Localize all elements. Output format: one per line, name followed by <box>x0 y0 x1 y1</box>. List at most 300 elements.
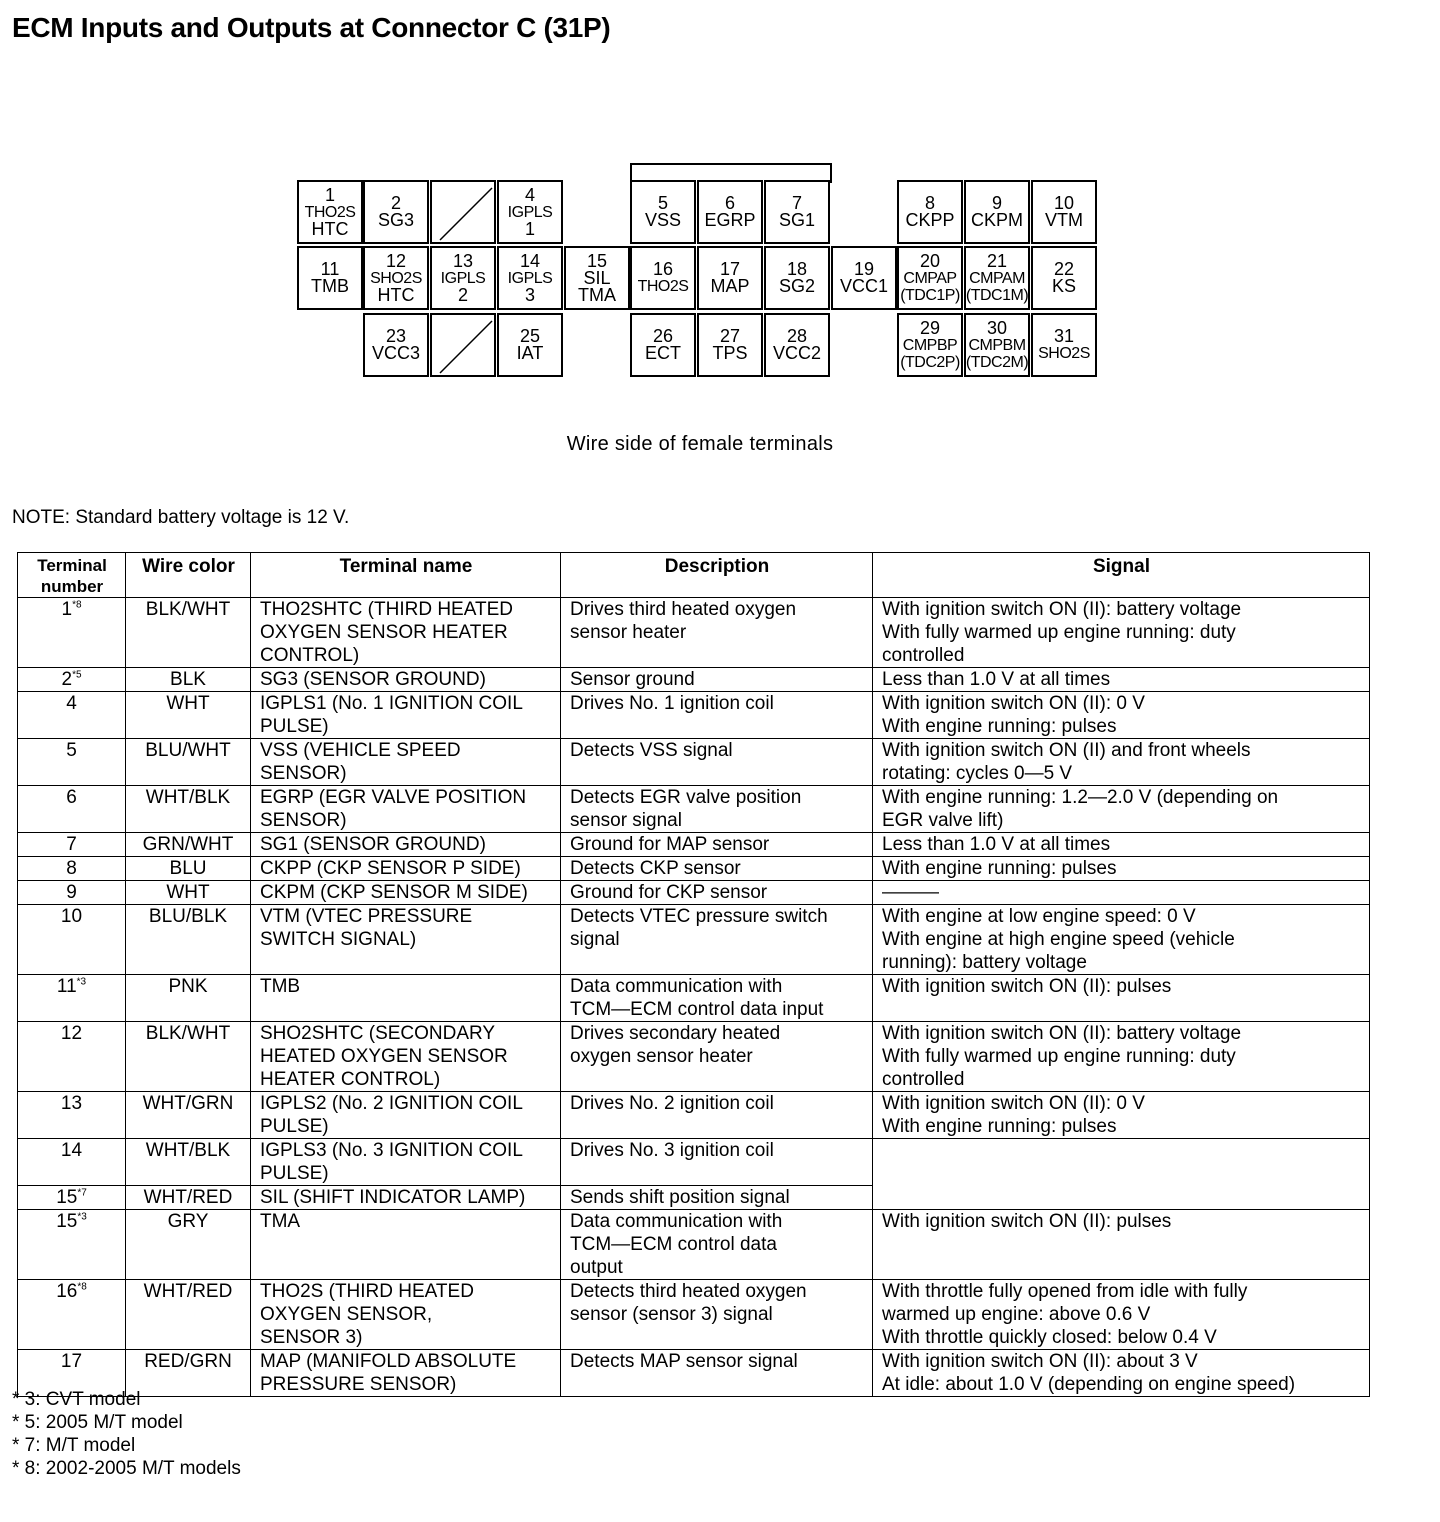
signal-cell-line: Less than 1.0 V at all times <box>882 834 1111 855</box>
footnote-ref: *3 <box>76 976 87 988</box>
terminal-label: (TDC1P) <box>900 286 960 304</box>
wire-color-cell: BLK <box>126 668 251 692</box>
terminal-number-cell <box>18 1210 126 1280</box>
description-cell-line: Detects VSS signal <box>570 740 733 761</box>
table-row <box>18 1139 1370 1186</box>
terminal-16 <box>630 246 696 310</box>
terminal-label: SHO2S <box>1038 345 1090 362</box>
description-cell-line: Drives No. 1 ignition coil <box>570 693 774 714</box>
terminal-25 <box>497 313 563 377</box>
signal-cell <box>873 881 1370 905</box>
terminal-name-cell-line: TMB <box>260 976 301 997</box>
terminal-label: CKPM <box>970 210 1023 230</box>
footnote-ref: *8 <box>72 599 82 611</box>
signal-cell-line: controlled <box>882 1069 965 1090</box>
wire-color-cell: WHT <box>126 881 251 905</box>
terminal-number: 25 <box>519 326 541 346</box>
terminal-number: 11 <box>56 976 77 997</box>
terminal-number: 20 <box>919 250 941 271</box>
footnote-ref: *8 <box>77 1281 87 1293</box>
terminal-name-cell-line: PULSE) <box>260 716 329 737</box>
footnotes <box>12 1388 241 1480</box>
terminal-number: 28 <box>786 326 808 346</box>
terminal-name-cell-line: THO2S (THIRD HEATED <box>260 1281 474 1302</box>
terminal-12 <box>363 246 429 310</box>
terminal-number: 18 <box>786 259 808 279</box>
terminal-number: 9 <box>66 882 77 903</box>
description-cell-line: Sensor ground <box>570 669 695 690</box>
terminal-number-cell <box>18 975 126 1022</box>
terminal-name-cell-line: IGPLS1 (No. 1 IGNITION COIL <box>260 693 523 714</box>
terminal-name-cell <box>251 1092 561 1139</box>
signal-cell <box>873 1092 1370 1139</box>
terminal-name-cell <box>251 786 561 833</box>
description-cell <box>561 1280 873 1350</box>
terminal-name-cell-line: PRESSURE SENSOR) <box>260 1374 457 1395</box>
terminal-18 <box>764 246 830 310</box>
table-row <box>18 668 1370 692</box>
signal-cell-line: With throttle fully opened from idle with fully <box>882 1281 1248 1302</box>
description-cell-line: Drives third heated oxygen <box>570 599 797 620</box>
signal-cell <box>873 739 1370 786</box>
terminal-number: 4 <box>66 693 77 714</box>
terminal-label: IGPLS <box>440 269 486 287</box>
terminal-number: 16 <box>56 1281 78 1302</box>
terminal-number: 1 <box>61 599 73 620</box>
signal-cell <box>873 598 1370 668</box>
terminal-label: IGPLS <box>507 269 553 287</box>
description-cell-line: signal <box>570 929 620 950</box>
terminal-number: 7 <box>66 834 77 855</box>
terminal-number-cell <box>18 598 126 668</box>
terminal-name-cell <box>251 668 561 692</box>
signal-cell <box>873 1139 1370 1210</box>
description-cell-line: Detects EGR valve position <box>570 787 802 808</box>
signal-cell-line: warmed up engine: above 0.6 V <box>882 1304 1151 1325</box>
description-cell-line: sensor heater <box>570 622 687 643</box>
signal-cell <box>873 668 1370 692</box>
terminal-name-cell-line: EGRP (EGR VALVE POSITION <box>260 787 527 808</box>
terminal-19 <box>831 246 897 310</box>
terminal-name-cell-line: SENSOR) <box>260 810 347 831</box>
signal-cell-line: With engine at high engine speed (vehicle <box>882 929 1235 950</box>
wire-color-cell: BLK/WHT <box>126 1022 251 1092</box>
terminal-name-cell-line: HEATER CONTROL) <box>260 1069 441 1090</box>
terminal-number-cell <box>18 1139 126 1186</box>
terminal-number: 14 <box>519 250 541 271</box>
terminal-label: IAT <box>516 343 544 363</box>
description-cell-line: Detects VTEC pressure switch <box>570 906 828 927</box>
description-cell-line: TCM—ECM control data <box>570 1234 777 1255</box>
table-row <box>18 1092 1370 1139</box>
terminal-2 <box>363 180 429 244</box>
terminal-number-cell <box>18 833 126 857</box>
terminal-name-cell <box>251 1139 561 1186</box>
terminal-27 <box>697 313 763 377</box>
header-terminal-name: Terminal name <box>251 553 561 598</box>
table-row <box>18 857 1370 881</box>
terminal-label: ECT <box>645 343 681 363</box>
description-cell-line: Data communication with <box>570 976 783 997</box>
footnote-ref: *7 <box>77 1187 87 1199</box>
terminal-number: 17 <box>719 259 741 279</box>
signal-cell-line: With ignition switch ON (II) and front wheels <box>882 740 1251 761</box>
description-cell-line: sensor signal <box>570 810 682 831</box>
terminal-number: 13 <box>452 250 474 271</box>
terminal-number-cell <box>18 1022 126 1092</box>
terminal-8 <box>897 180 963 244</box>
terminal-label: CMPBP <box>902 336 958 354</box>
terminal-name-cell-line: MAP (MANIFOLD ABSOLUTE <box>260 1351 517 1372</box>
terminal-17 <box>697 246 763 310</box>
terminal-24-blank <box>430 313 496 377</box>
table-row <box>18 1280 1370 1350</box>
signal-cell-line: At idle: about 1.0 V (depending on engine speed) <box>882 1374 1296 1395</box>
signal-cell-line: With ignition switch ON (II): pulses <box>882 1211 1172 1232</box>
terminal-number: 5 <box>657 193 668 213</box>
terminal-13 <box>430 246 496 310</box>
terminal-name-cell-line: CONTROL) <box>260 645 360 666</box>
terminal-number: 10 <box>60 906 83 927</box>
signal-cell-line: With fully warmed up engine running: duty <box>882 622 1236 643</box>
wire-color-cell: GRY <box>126 1210 251 1280</box>
signal-cell <box>873 975 1370 1022</box>
terminal-name-cell-line: IGPLS2 (No. 2 IGNITION COIL <box>260 1093 523 1114</box>
terminal-20 <box>897 246 963 310</box>
terminal-label: CMPBM <box>968 336 1026 354</box>
description-cell <box>561 1139 873 1186</box>
header-wire-color: Wire color <box>126 553 251 598</box>
terminal-label: HTC <box>311 218 349 239</box>
header-terminal-number-line: Terminal <box>37 556 107 575</box>
terminal-name-cell-line: SENSOR) <box>260 763 347 784</box>
terminal-number: 12 <box>385 250 407 271</box>
signal-cell-line: With engine running: pulses <box>882 858 1117 879</box>
terminal-10 <box>1031 180 1097 244</box>
terminal-name-cell-line: SENSOR 3) <box>260 1327 363 1348</box>
description-cell-line: sensor (sensor 3) signal <box>570 1304 773 1325</box>
terminal-22 <box>1031 246 1097 310</box>
terminal-number-cell <box>18 905 126 975</box>
table-body <box>18 598 1370 1397</box>
signal-cell <box>873 1280 1370 1350</box>
wire-color-cell: WHT <box>126 692 251 739</box>
terminal-number: 2 <box>61 669 73 690</box>
signal-cell-line: rotating: cycles 0—5 V <box>882 763 1073 784</box>
terminal-name-cell-line: CKPM (CKP SENSOR M SIDE) <box>260 882 528 903</box>
wire-color-cell: BLU/WHT <box>126 739 251 786</box>
terminal-name-cell <box>251 833 561 857</box>
wire-color-cell: BLU <box>126 857 251 881</box>
terminal-label: VSS <box>644 210 682 230</box>
terminal-name-cell-line: VTM (VTEC PRESSURE <box>260 906 473 927</box>
terminal-15 <box>564 246 630 310</box>
terminal-label: SIL <box>583 267 611 288</box>
wire-color-cell: GRN/WHT <box>126 833 251 857</box>
terminal-name-cell-line: PULSE) <box>260 1163 329 1184</box>
terminal-table <box>17 552 1370 1397</box>
table-row <box>18 1022 1370 1092</box>
signal-cell-line: With engine at low engine speed: 0 V <box>882 906 1196 927</box>
terminal-number: 2 <box>390 193 401 213</box>
terminal-number-cell <box>18 1186 126 1210</box>
terminal-number-cell <box>18 692 126 739</box>
terminal-number: 30 <box>986 317 1008 338</box>
terminal-name-cell <box>251 1022 561 1092</box>
table-row <box>18 692 1370 739</box>
terminal-4 <box>497 180 563 244</box>
description-cell <box>561 1210 873 1280</box>
terminal-number: 27 <box>719 326 741 346</box>
terminal-number-cell <box>18 668 126 692</box>
terminal-name-cell-line: SG1 (SENSOR GROUND) <box>260 834 486 855</box>
description-cell <box>561 598 873 668</box>
terminal-number: 15 <box>586 250 608 271</box>
description-cell-line: Drives secondary heated <box>570 1023 781 1044</box>
wire-color-cell: WHT/RED <box>126 1186 251 1210</box>
terminal-label: CMPAP <box>903 269 957 287</box>
table-row <box>18 905 1370 975</box>
terminal-name-cell <box>251 1186 561 1210</box>
terminal-label: TMB <box>311 276 349 296</box>
description-cell <box>561 881 873 905</box>
signal-cell-line: ——— <box>882 882 939 903</box>
description-cell <box>561 668 873 692</box>
description-cell-line: Ground for MAP sensor <box>570 834 770 855</box>
terminal-7 <box>764 180 830 244</box>
wire-color-cell: RED/GRN <box>126 1350 251 1397</box>
terminal-name-cell-line: SIL (SHIFT INDICATOR LAMP) <box>260 1187 526 1208</box>
terminal-number: 9 <box>991 193 1002 213</box>
terminal-number-cell <box>18 786 126 833</box>
terminal-11 <box>297 246 363 310</box>
terminal-label: MAP <box>710 276 750 296</box>
terminal-name-cell-line: OXYGEN SENSOR, <box>260 1304 433 1325</box>
signal-cell-line: EGR valve lift) <box>882 810 1004 831</box>
terminal-label: THO2S <box>304 203 356 221</box>
description-cell-line: oxygen sensor heater <box>570 1046 753 1067</box>
terminal-number: 5 <box>66 740 77 761</box>
signal-cell-line: With engine running: pulses <box>882 716 1117 737</box>
terminal-name-cell <box>251 598 561 668</box>
terminal-label: CKPP <box>905 210 955 230</box>
signal-cell-line: With ignition switch ON (II): about 3 V <box>882 1351 1198 1372</box>
wire-color-cell: WHT/GRN <box>126 1092 251 1139</box>
blank-slash-icon <box>432 182 498 246</box>
description-cell <box>561 905 873 975</box>
terminal-26 <box>630 313 696 377</box>
terminal-23 <box>363 313 429 377</box>
description-cell-line: Detects MAP sensor signal <box>570 1351 798 1372</box>
terminal-name-cell-line: THO2SHTC (THIRD HEATED <box>260 599 513 620</box>
description-cell <box>561 1022 873 1092</box>
signal-cell <box>873 833 1370 857</box>
terminal-number: 19 <box>853 259 875 279</box>
description-cell <box>561 1186 873 1210</box>
terminal-29 <box>897 313 963 377</box>
terminal-label: (TDC2P) <box>900 353 960 371</box>
terminal-9 <box>964 180 1030 244</box>
header-description: Description <box>561 553 873 598</box>
terminal-number: 16 <box>652 259 674 279</box>
description-cell-line: Detects CKP sensor <box>570 858 741 879</box>
table-header-row <box>18 553 1370 598</box>
terminal-5 <box>630 180 696 244</box>
terminal-number-cell <box>18 739 126 786</box>
terminal-label: VCC3 <box>371 343 420 363</box>
terminal-14 <box>497 246 563 310</box>
terminal-name-cell <box>251 905 561 975</box>
terminal-number-cell <box>18 857 126 881</box>
terminal-name-cell-line: IGPLS3 (No. 3 IGNITION COIL <box>260 1140 523 1161</box>
signal-cell-line: Less than 1.0 V at all times <box>882 669 1111 690</box>
connector-caption: Wire side of female terminals <box>566 433 834 455</box>
terminal-1 <box>297 180 363 244</box>
header-terminal-number-line: number <box>40 577 104 596</box>
terminal-name-cell-line: TMA <box>260 1211 301 1232</box>
description-cell <box>561 1350 873 1397</box>
signal-cell-line: With fully warmed up engine running: duty <box>882 1046 1236 1067</box>
terminal-label: VCC1 <box>839 276 888 296</box>
footnote: * 5: 2005 M/T model <box>12 1412 183 1433</box>
terminal-label: SG3 <box>377 210 415 230</box>
terminal-number: 15 <box>56 1211 78 1232</box>
signal-cell-line: With ignition switch ON (II): battery voltage <box>882 599 1242 620</box>
terminal-name-cell <box>251 1350 561 1397</box>
blank-slash-icon <box>432 315 498 379</box>
signal-cell <box>873 692 1370 739</box>
signal-cell-line: With ignition switch ON (II): battery voltage <box>882 1023 1242 1044</box>
terminal-name-cell-line: SWITCH SIGNAL) <box>260 929 417 950</box>
table-row <box>18 833 1370 857</box>
terminal-21 <box>964 246 1030 310</box>
terminal-number: 31 <box>1053 326 1075 346</box>
description-cell-line: Drives No. 3 ignition coil <box>570 1140 774 1161</box>
terminal-number: 7 <box>791 193 802 213</box>
wire-color-cell: BLU/BLK <box>126 905 251 975</box>
description-cell-line: Data communication with <box>570 1211 783 1232</box>
signal-cell <box>873 1350 1370 1397</box>
terminal-label: KS <box>1051 276 1076 296</box>
terminal-label: VTM <box>1045 210 1083 230</box>
terminal-label: EGRP <box>704 210 756 230</box>
terminal-label: THO2S <box>637 278 689 295</box>
terminal-6 <box>697 180 763 244</box>
wire-color-cell: WHT/RED <box>126 1280 251 1350</box>
footnote-ref: *3 <box>77 1211 87 1223</box>
terminal-30 <box>964 313 1030 377</box>
table-row <box>18 598 1370 668</box>
terminal-number: 1 <box>324 184 335 205</box>
description-cell-line: TCM—ECM control data input <box>570 999 824 1020</box>
footnote: * 3: CVT model <box>12 1389 141 1410</box>
signal-cell-line: With ignition switch ON (II): 0 V <box>882 693 1145 714</box>
description-cell <box>561 786 873 833</box>
terminal-number: 22 <box>1053 259 1075 279</box>
terminal-label: IGPLS <box>507 203 553 221</box>
signal-cell-line: With engine running: 1.2—2.0 V (depending on <box>882 787 1279 808</box>
terminal-number: 17 <box>60 1351 83 1372</box>
terminal-number: 8 <box>66 858 77 879</box>
signal-cell <box>873 857 1370 881</box>
terminal-name-cell-line: SG3 (SENSOR GROUND) <box>260 669 486 690</box>
description-cell-line: Sends shift position signal <box>570 1187 790 1208</box>
terminal-number: 12 <box>60 1023 83 1044</box>
table-row <box>18 881 1370 905</box>
terminal-number-cell <box>18 881 126 905</box>
terminal-number: 4 <box>524 184 535 205</box>
header-terminal-number <box>18 553 126 598</box>
description-cell-line: Drives No. 2 ignition coil <box>570 1093 774 1114</box>
terminal-label: 3 <box>524 284 535 305</box>
terminal-label: CMPAM <box>969 269 1025 287</box>
terminal-31 <box>1031 313 1097 377</box>
wire-color-cell: WHT/BLK <box>126 1139 251 1186</box>
description-cell <box>561 692 873 739</box>
header-signal: Signal <box>873 553 1370 598</box>
note: NOTE: Standard battery voltage is 12 V. <box>12 507 350 528</box>
terminal-label: SG1 <box>778 210 816 230</box>
signal-cell <box>873 905 1370 975</box>
terminal-number: 14 <box>60 1140 83 1161</box>
footnote: * 7: M/T model <box>12 1435 136 1456</box>
terminal-number: 15 <box>56 1187 78 1208</box>
signal-cell <box>873 1210 1370 1280</box>
terminal-label: SG2 <box>778 276 816 296</box>
terminal-number: 10 <box>1053 193 1075 213</box>
terminal-name-cell <box>251 975 561 1022</box>
signal-cell-line: With engine running: pulses <box>882 1116 1117 1137</box>
terminal-name-cell <box>251 881 561 905</box>
signal-cell-line: With ignition switch ON (II): pulses <box>882 976 1172 997</box>
terminal-name-cell <box>251 739 561 786</box>
terminal-label: TPS <box>712 343 748 363</box>
terminal-label: VCC2 <box>772 343 821 363</box>
terminal-label: (TDC2M) <box>965 353 1029 371</box>
terminal-label: 1 <box>524 218 535 239</box>
terminal-label: SHO2S <box>370 269 422 287</box>
terminal-label: TMA <box>578 284 616 305</box>
terminal-number: 13 <box>60 1093 83 1114</box>
description-cell <box>561 1092 873 1139</box>
signal-cell-line: With ignition switch ON (II): 0 V <box>882 1093 1145 1114</box>
terminal-number: 26 <box>652 326 674 346</box>
signal-cell <box>873 1022 1370 1092</box>
terminal-number: 6 <box>724 193 735 213</box>
description-cell-line: Ground for CKP sensor <box>570 882 768 903</box>
description-cell-line: Detects third heated oxygen <box>570 1281 807 1302</box>
description-cell <box>561 833 873 857</box>
terminal-name-cell-line: OXYGEN SENSOR HEATER <box>260 622 508 643</box>
wire-color-cell: WHT/BLK <box>126 786 251 833</box>
terminal-label: 2 <box>457 284 468 305</box>
description-cell <box>561 857 873 881</box>
terminal-name-cell-line: CKPP (CKP SENSOR P SIDE) <box>260 858 521 879</box>
terminal-name-cell-line: HEATED OXYGEN SENSOR <box>260 1046 508 1067</box>
terminal-name-cell <box>251 692 561 739</box>
terminal-name-cell-line: PULSE) <box>260 1116 329 1137</box>
wire-color-cell: BLK/WHT <box>126 598 251 668</box>
wire-color-cell: PNK <box>126 975 251 1022</box>
table-row <box>18 975 1370 1022</box>
signal-cell-line: controlled <box>882 645 965 666</box>
terminal-name-cell <box>251 1210 561 1280</box>
footnote-ref: *5 <box>72 669 82 681</box>
terminal-28 <box>764 313 830 377</box>
table-row <box>18 1210 1370 1280</box>
footnote: * 8: 2002-2005 M/T models <box>12 1458 241 1479</box>
terminal-name-cell-line: VSS (VEHICLE SPEED <box>260 740 461 761</box>
